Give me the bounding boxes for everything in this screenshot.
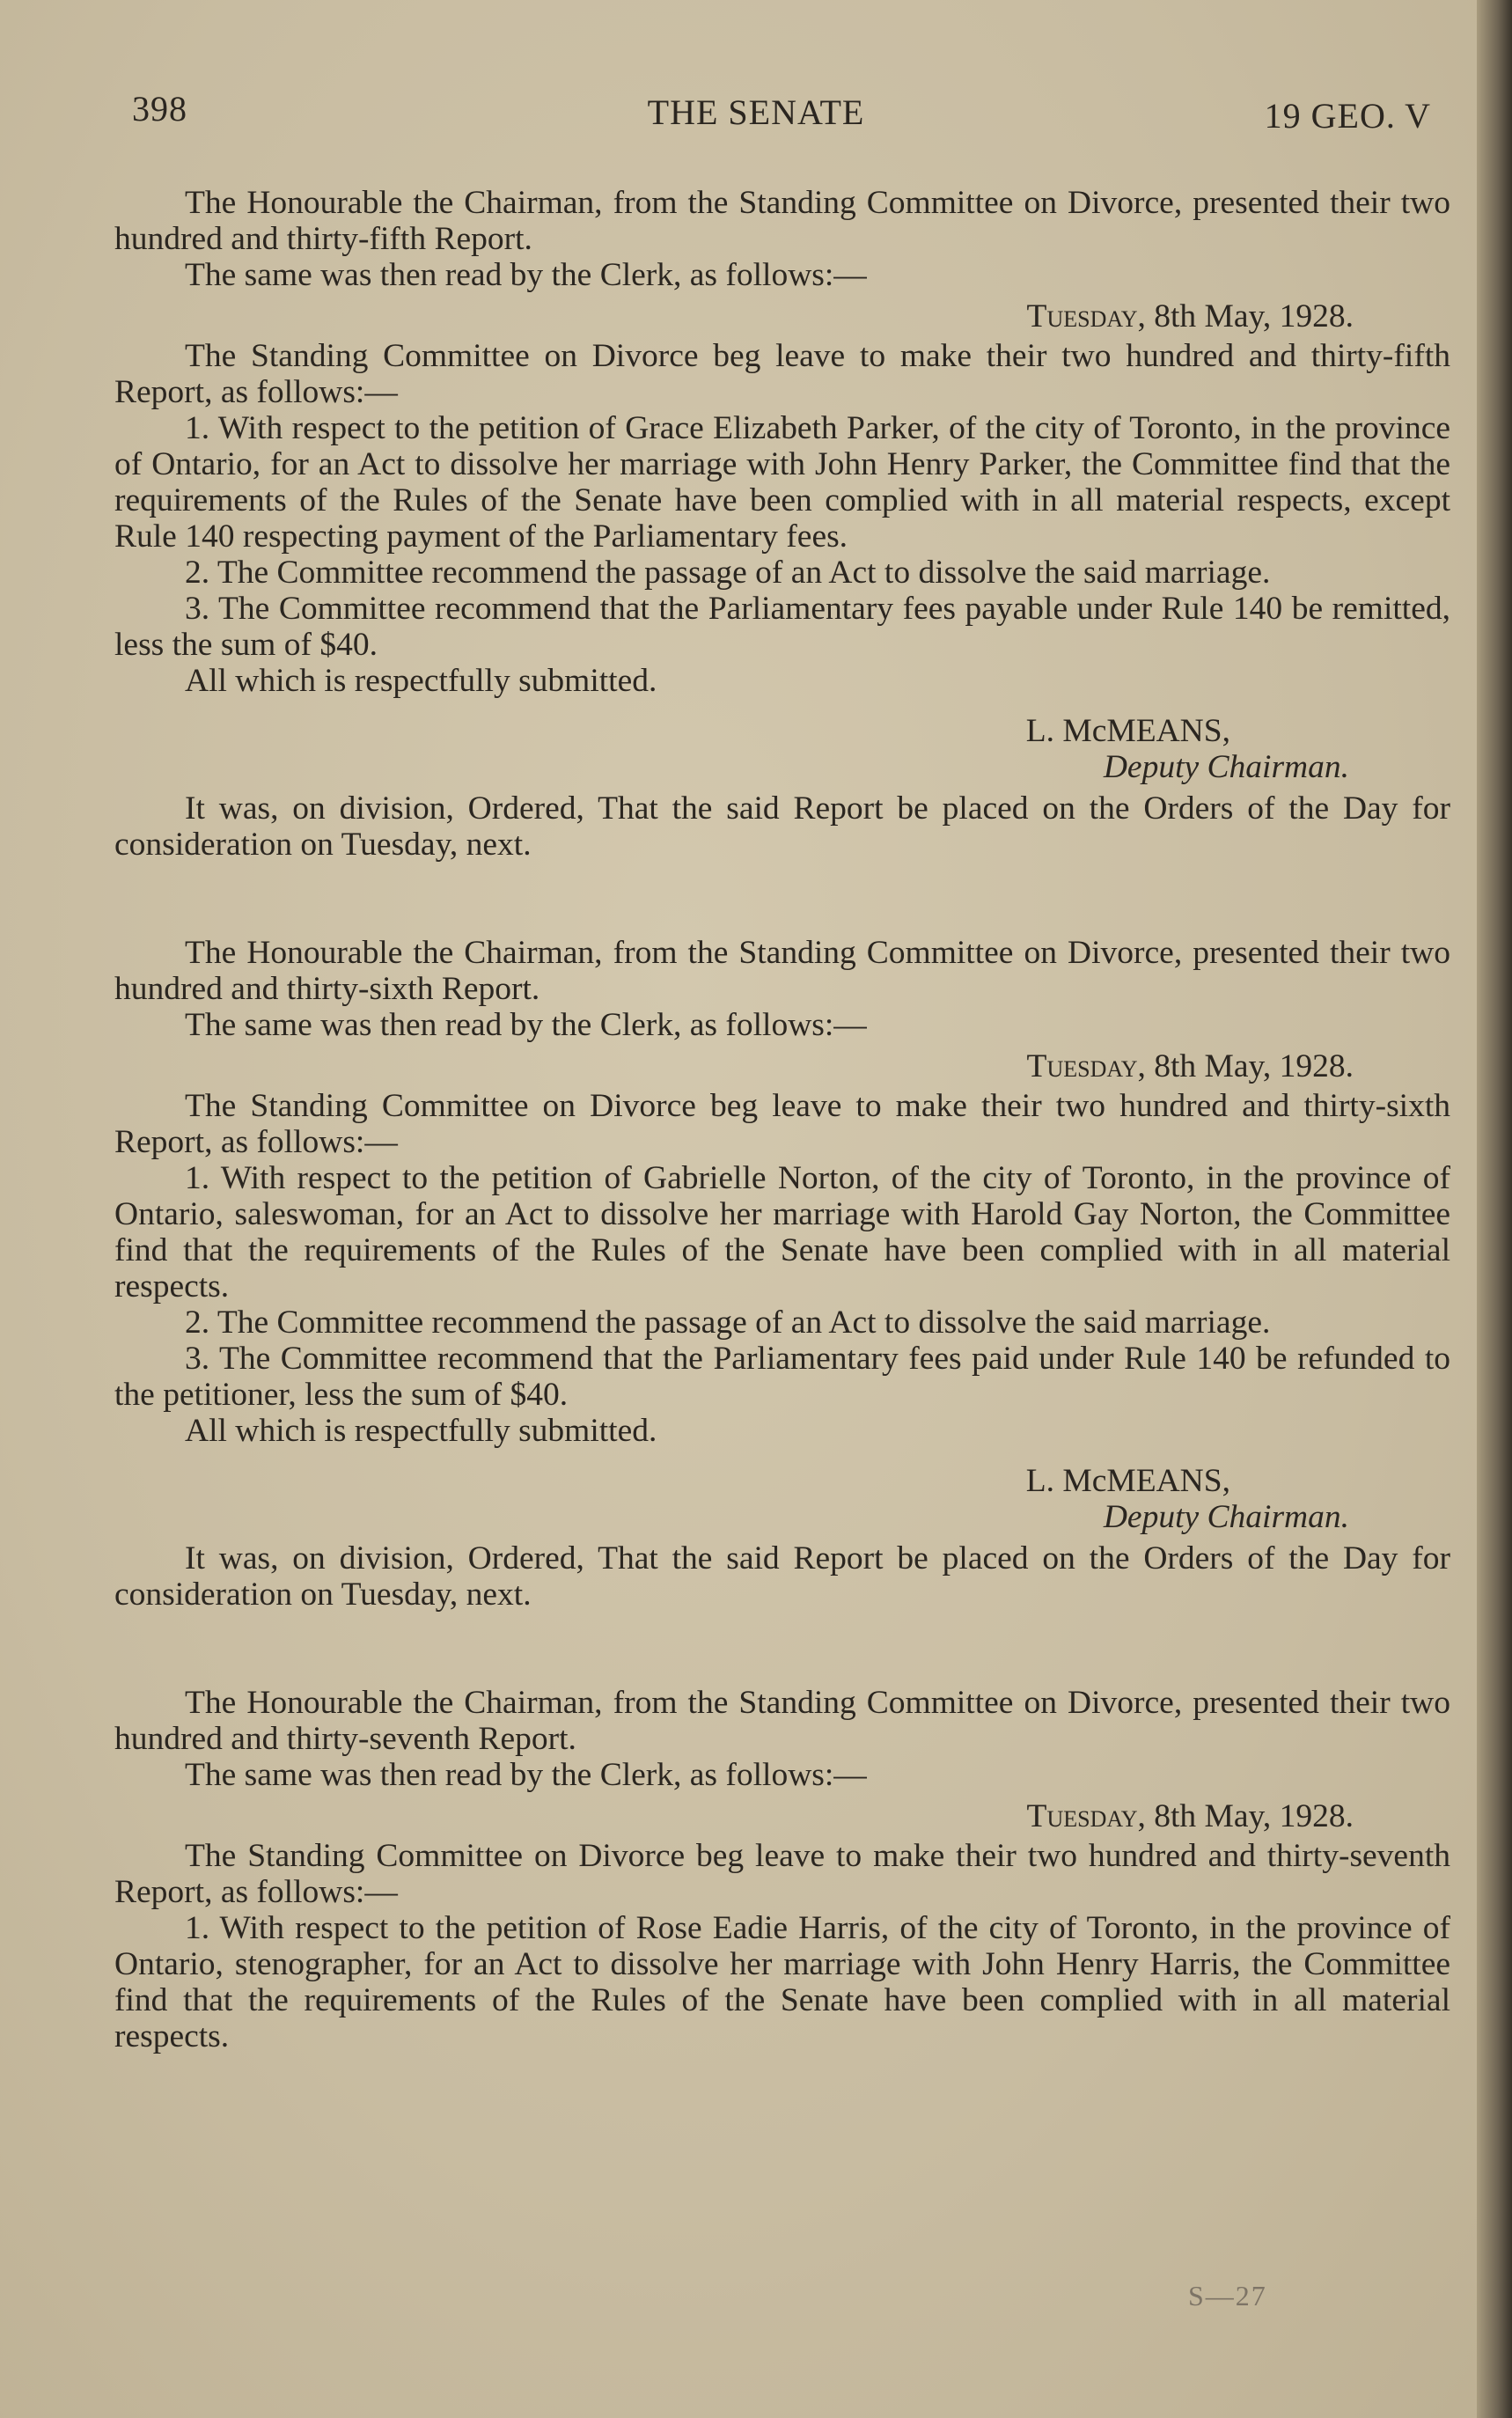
signatory-name: L. McMEANS, bbox=[1025, 1463, 1230, 1499]
page-header bbox=[0, 88, 1512, 141]
book-binding-edge bbox=[1477, 0, 1512, 2418]
report-intro: The Honourable the Chairman, from the Standing Committee on Divorce, presented their two hundred and thirty-sixth Report. bbox=[114, 935, 1450, 1007]
report-item-1: 1. With respect to the petition of Rose Eadie Harris, of the city of Toronto, in the province of Ontario, stenographer, for an Act to dissolve her marriage with John Henry Harris, the Committee find that the requirements of the Rules of the Senate have been complied with in all material respects. bbox=[114, 1910, 1450, 2054]
date-rest: 8th May, 1928. bbox=[1154, 1048, 1354, 1084]
report-opening: The Standing Committee on Divorce beg leave to make their two hundred and thirty-seventh Report, as follows:— bbox=[114, 1838, 1450, 1910]
report-opening: The Standing Committee on Divorce beg leave to make their two hundred and thirty-fifth Report, as follows:— bbox=[114, 338, 1450, 410]
page-body bbox=[114, 185, 1450, 2054]
report-date bbox=[114, 1048, 1450, 1084]
read-line: The same was then read by the Clerk, as follows:— bbox=[185, 1757, 867, 1793]
session-label: 19 GEO. V bbox=[1264, 96, 1431, 136]
report-item-1: 1. With respect to the petition of Grace Elizabeth Parker, of the city of Toronto, in the province of Ontario, for an Act to dissolve her marriage with John Henry Parker, the Committee find that the requirements of the Rules of the Senate have been complied with in all material respects, except Rule 140 respecting payment of the Parliamentary fees. bbox=[114, 410, 1450, 555]
order-paragraph: It was, on division, Ordered, That the said Report be placed on the Orders of the Day for consideration on Tuesday, next. bbox=[114, 1540, 1450, 1613]
report-item-1: 1. With respect to the petition of Gabrielle Norton, of the city of Toronto, in the province of Ontario, saleswoman, for an Act to dissolve her marriage with Harold Gay Norton, the Committee find that the requirements of the Rules of the Senate have been complied with in all material respects. bbox=[114, 1160, 1450, 1305]
report-item-2: 2. The Committee recommend the passage of an Act to dissolve the said marriage. bbox=[185, 555, 1271, 591]
date-day: Tuesday, bbox=[1026, 298, 1146, 334]
page-number: 398 bbox=[132, 89, 187, 129]
read-line: The same was then read by the Clerk, as follows:— bbox=[185, 257, 867, 293]
report-intro: The Honourable the Chairman, from the Standing Committee on Divorce, presented their two hundred and thirty-fifth Report. bbox=[114, 185, 1450, 257]
read-line: The same was then read by the Clerk, as follows:— bbox=[185, 1007, 867, 1043]
order-paragraph: It was, on division, Ordered, That the said Report be placed on the Orders of the Day for consideration on Tuesday, next. bbox=[114, 790, 1450, 863]
report-item-2: 2. The Committee recommend the passage of an Act to dissolve the said marriage. bbox=[185, 1305, 1271, 1341]
date-rest: 8th May, 1928. bbox=[1154, 1798, 1354, 1834]
report-235 bbox=[114, 185, 1450, 863]
submitted-line: All which is respectfully submitted. bbox=[185, 1413, 657, 1449]
signatory-title: Deputy Chairman. bbox=[1103, 1499, 1349, 1535]
running-title: THE SENATE bbox=[647, 92, 865, 132]
report-item-3: 3. The Committee recommend that the Parliamentary fees paid under Rule 140 be refunded to the petitioner, less the sum of $40. bbox=[114, 1341, 1450, 1413]
date-rest: 8th May, 1928. bbox=[1154, 298, 1354, 334]
signature-mark: S—27 bbox=[1188, 2280, 1267, 2311]
date-day: Tuesday, bbox=[1026, 1048, 1146, 1084]
date-day: Tuesday, bbox=[1026, 1798, 1146, 1834]
report-date bbox=[114, 1798, 1450, 1834]
submitted-line: All which is respectfully submitted. bbox=[185, 663, 657, 699]
report-item-3: 3. The Committee recommend that the Parliamentary fees payable under Rule 140 be remitted, less the sum of $40. bbox=[114, 591, 1450, 663]
report-237 bbox=[114, 1685, 1450, 2054]
report-236 bbox=[114, 935, 1450, 1613]
report-intro: The Honourable the Chairman, from the Standing Committee on Divorce, presented their two hundred and thirty-seventh Report. bbox=[114, 1685, 1450, 1757]
report-date bbox=[114, 298, 1450, 334]
signatory-name: L. McMEANS, bbox=[1025, 713, 1230, 749]
signatory-title: Deputy Chairman. bbox=[1103, 749, 1349, 785]
report-opening: The Standing Committee on Divorce beg leave to make their two hundred and thirty-sixth Report, as follows:— bbox=[114, 1088, 1450, 1160]
